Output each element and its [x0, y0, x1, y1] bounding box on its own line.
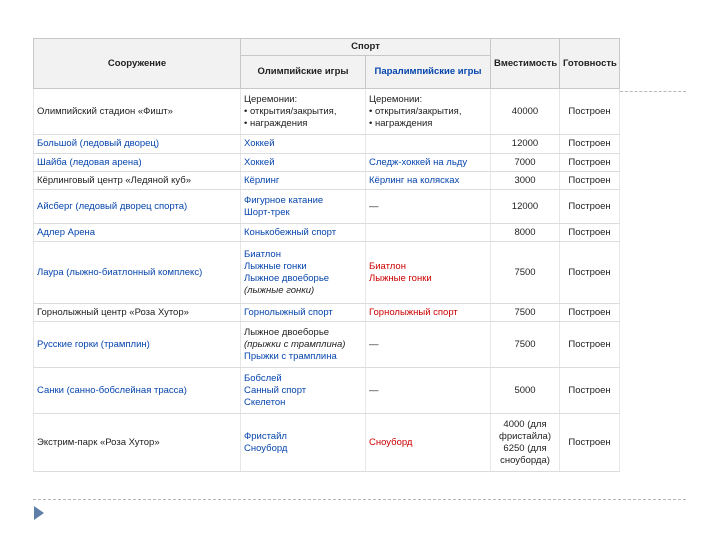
status-cell: Построен	[560, 224, 620, 242]
status-cell: Построен	[560, 368, 620, 414]
capacity-cell: 12000	[491, 135, 560, 154]
capacity-cell: 7000	[491, 154, 560, 172]
status-cell: Построен	[560, 304, 620, 322]
no-paralympic: —	[366, 322, 491, 368]
capacity-cell: 7500	[491, 322, 560, 368]
top-divider	[620, 91, 686, 92]
status-cell: Построен	[560, 322, 620, 368]
sport-link[interactable]: Следж-хоккей на льду	[366, 154, 491, 172]
bottom-divider	[33, 499, 686, 500]
venue-link[interactable]: Айсберг (ледовый дворец спорта)	[34, 190, 241, 224]
sport-link[interactable]: Санный спорт	[244, 384, 307, 396]
table-row	[34, 172, 620, 190]
paralympic-cell	[366, 224, 491, 242]
sport-note: (лыжные гонки)	[244, 284, 315, 296]
table-row	[34, 368, 620, 414]
paralympic-cell	[366, 135, 491, 154]
sport-link[interactable]: Сноуборд	[366, 414, 491, 472]
capacity-cell: 4000 (для фристайла) 6250 (для сноуборда)	[491, 414, 560, 472]
list-item: • награждения	[369, 118, 487, 130]
sport-link[interactable]: Горнолыжный спорт	[241, 304, 366, 322]
sport-links	[241, 322, 366, 368]
table-row	[34, 135, 620, 154]
table-row	[34, 190, 620, 224]
sport-header: Спорт	[241, 39, 491, 56]
sport-link[interactable]: Кёрлинг на колясках	[366, 172, 491, 190]
table-row	[34, 89, 620, 135]
status-cell: Построен	[560, 414, 620, 472]
status-cell: Построен	[560, 135, 620, 154]
status-cell: Построен	[560, 154, 620, 172]
venue-link[interactable]: Лаура (лыжно-биатлонный комплекс)	[34, 242, 241, 304]
status-cell: Построен	[560, 172, 620, 190]
paralympic-cell	[366, 89, 491, 135]
play-arrow-icon	[34, 506, 44, 520]
status-cell: Построен	[560, 190, 620, 224]
sport-link[interactable]: Биатлон	[369, 260, 406, 272]
olympic-header: Олимпийские игры	[241, 56, 366, 89]
table-row	[34, 414, 620, 472]
sport-links	[241, 368, 366, 414]
capacity-cell: 7500	[491, 242, 560, 304]
sport-link[interactable]: Фристайл	[244, 430, 287, 442]
venue-link[interactable]: Адлер Арена	[34, 224, 241, 242]
sport-links	[366, 242, 491, 304]
list-item: • награждения	[244, 118, 362, 130]
sport-note: (прыжки с трамплина)	[244, 338, 346, 350]
capacity-cell: 7500	[491, 304, 560, 322]
sport-link[interactable]: Конькобежный спорт	[241, 224, 366, 242]
venues-table	[33, 38, 620, 472]
venue-header: Сооружение	[34, 39, 241, 89]
status-cell: Построен	[560, 89, 620, 135]
sport-link[interactable]: Кёрлинг	[241, 172, 366, 190]
sport-link[interactable]: Шорт-трек	[244, 206, 290, 218]
table-row	[34, 224, 620, 242]
sport-links	[241, 242, 366, 304]
capacity-header: Вместимость	[491, 39, 560, 89]
sport-link[interactable]: Скелетон	[244, 396, 286, 408]
sport-link[interactable]: Лыжное двоеборье	[244, 326, 330, 338]
venue-link[interactable]: Большой (ледовый дворец)	[34, 135, 241, 154]
sport-link[interactable]: Хоккей	[241, 154, 366, 172]
sport-link[interactable]: Горнолыжный спорт	[366, 304, 491, 322]
olympic-cell	[241, 89, 366, 135]
sport-link[interactable]: Лыжные гонки	[369, 272, 432, 284]
sport-links	[241, 190, 366, 224]
ceremony-label: Церемонии:	[369, 93, 423, 105]
ceremony-label: Церемонии:	[244, 93, 298, 105]
sport-link[interactable]: Бобслей	[244, 372, 282, 384]
sport-link[interactable]: Биатлон	[244, 248, 281, 260]
table-row	[34, 304, 620, 322]
sport-link[interactable]: Сноуборд	[244, 442, 288, 454]
no-paralympic: —	[366, 368, 491, 414]
sport-links	[241, 414, 366, 472]
venue-link[interactable]: Шайба (ледовая арена)	[34, 154, 241, 172]
status-header: Готовность	[560, 39, 620, 89]
table-row	[34, 154, 620, 172]
header-row	[34, 39, 620, 56]
no-paralympic: —	[366, 190, 491, 224]
sport-link[interactable]: Хоккей	[241, 135, 366, 154]
capacity-cell: 3000	[491, 172, 560, 190]
venue-cell: Кёрлинговый центр «Ледяной куб»	[34, 172, 241, 190]
sport-link[interactable]: Лыжное двоеборье	[244, 272, 330, 284]
table-row	[34, 242, 620, 304]
capacity-cell: 12000	[491, 190, 560, 224]
capacity-cell: 5000	[491, 368, 560, 414]
venue-link[interactable]: Русские горки (трамплин)	[34, 322, 241, 368]
table-row	[34, 322, 620, 368]
capacity-cell: 40000	[491, 89, 560, 135]
venue-cell: Олимпийский стадион «Фишт»	[34, 89, 241, 135]
sport-link[interactable]: Прыжки с трамплина	[244, 350, 337, 362]
sport-link[interactable]: Фигурное катание	[244, 194, 324, 206]
sport-link[interactable]: Лыжные гонки	[244, 260, 307, 272]
capacity-cell: 8000	[491, 224, 560, 242]
venue-cell: Экстрим-парк «Роза Хутор»	[34, 414, 241, 472]
paralympic-header: Паралимпийские игры	[366, 56, 491, 89]
status-cell: Построен	[560, 242, 620, 304]
venue-link[interactable]: Санки (санно-бобслейная трасса)	[34, 368, 241, 414]
list-item: • открытия/закрытия,	[244, 106, 362, 118]
venue-cell: Горнолыжный центр «Роза Хутор»	[34, 304, 241, 322]
list-item: • открытия/закрытия,	[369, 106, 487, 118]
